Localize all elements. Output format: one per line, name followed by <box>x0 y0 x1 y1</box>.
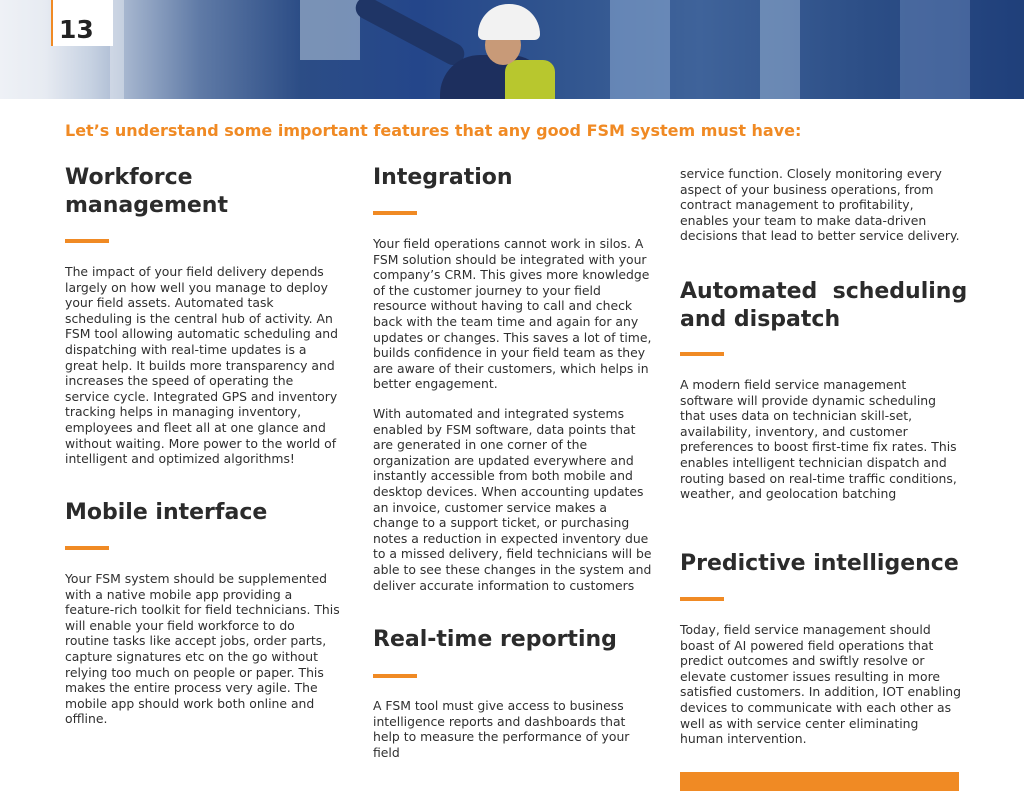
workforce-heading-line1: Workforce <box>65 165 193 190</box>
realtime-body-continued: service function. Closely monitoring every aspect of your business operations, from contract management to profitability, enables your team to make data-driven decisions that lead to better service delivery. <box>680 166 960 244</box>
integration-rule <box>373 211 417 215</box>
scheduling-heading-line2: and dispatch <box>680 307 841 332</box>
hero-banner-image <box>0 0 1024 99</box>
footer-accent-bar <box>680 772 959 791</box>
scheduling-heading <box>680 278 967 334</box>
hard-hat-icon <box>478 4 540 40</box>
integration-heading: Integration <box>373 165 513 190</box>
integration-body-2: With automated and integrated systems enabled by FSM software, data points that are generated in one corner of the organization are updated everywhere and instantly accessible from both mobile and desktop devices. When accounting updates an invoice, customer service makes a change to a support ticket, or purchasing notes a reduction in expected inventory due to a missed delivery, field technicians will be able to see these changes in the system and deliver accurate information to customers <box>373 406 652 593</box>
predictive-rule <box>680 597 724 601</box>
scheduling-body: A modern field service management software will provide dynamic scheduling that uses data on technician skill-set, availability, inventory, and customer preferences to boost first-time fix rates. This enables intelligent technician dispatch and routing based on real-time traffic conditions, weather, and geolocation batching <box>680 377 957 502</box>
predictive-body: Today, field service management should boast of AI powered field operations that predict outcomes and swiftly resolve or elevate customer issues resulting in more satisfied customers. In addition, IOT enabling devices to communicate with each other as well as with service center eliminating human intervention. <box>680 622 961 747</box>
workforce-body: The impact of your field delivery depends largely on how well you manage to deploy your field assets. Automated task scheduling is the central hub of activity. An FSM tool allowing automatic scheduling and dispatching with real-time updates is a great help. It builds more transparency and increases the speed of operating the service cycle. Integrated GPS and inventory tracking helps in managing inventory, employees and fleet all at one glance and without waiting. More power to the world of intelligent and optimized algorithms! <box>65 264 339 467</box>
realtime-rule <box>373 674 417 678</box>
workforce-heading-line2: management <box>65 193 228 218</box>
scheduling-heading-line1: Automated scheduling <box>680 279 968 304</box>
realtime-heading: Real-time reporting <box>373 627 617 652</box>
integration-body-1: Your field operations cannot work in silos. A FSM solution should be integrated with your company’s CRM. This gives more knowledge of the customer journey to your field resource without having to call and check back with the team time and again for any updates or changes. This saves a lot of time, builds confidence in your field team as they are aware of their customers, which helps in better engagement. <box>373 236 652 392</box>
mobile-heading: Mobile interface <box>65 500 268 525</box>
page-number: 13 <box>59 15 94 44</box>
mobile-rule <box>65 546 109 550</box>
workforce-heading <box>65 164 228 220</box>
predictive-heading: Predictive intelligence <box>680 551 959 576</box>
intro-heading: Let’s understand some important features that any good FSM system must have: <box>65 121 802 140</box>
realtime-body: A FSM tool must give access to business intelligence reports and dashboards that help to measure the performance of your field <box>373 698 630 760</box>
mobile-body: Your FSM system should be supplemented with a native mobile app providing a feature-rich toolkit for field technicians. This will enable your field workforce to do routine tasks like accept jobs, order parts, capture signatures etc on the go without relying too much on people or paper. This makes the entire process very agile. The mobile app should work both online and offline. <box>65 571 340 727</box>
scheduling-rule <box>680 352 724 356</box>
workforce-rule <box>65 239 109 243</box>
